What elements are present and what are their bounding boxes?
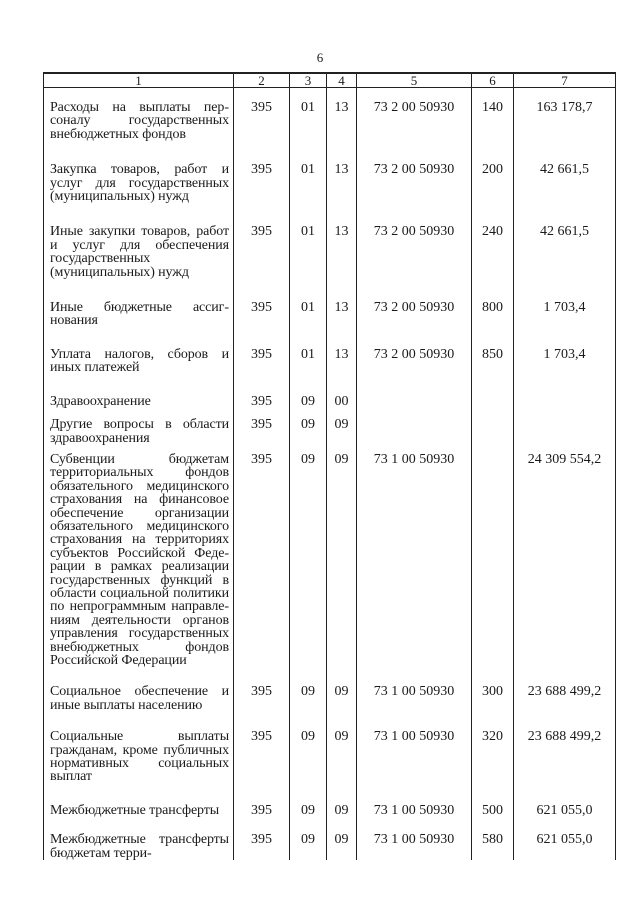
row-subsection: 13: [327, 279, 357, 328]
row-name: Субвенции бюджетам территориальных фондов обязательного медицинского страхования на финансовое обеспечение организации обязательного медицинского страхования на территориях субъектов Российской Федерации в рамках реализации государственных функций в области социальной политики по непрограммным направлениям деятельности органов управления государственных внебюджетных фондов Российской Федерации: [44, 445, 234, 668]
table-body: [44, 88, 616, 861]
row-expense-type: 580: [472, 817, 514, 860]
row-amount: 23 688 499,2: [514, 712, 616, 784]
row-name: Социальное обеспечение и иные выплаты населению: [44, 667, 234, 712]
row-subsection: 00: [327, 375, 357, 408]
row-expense-type: 320: [472, 712, 514, 784]
row-code-admin: 395: [234, 279, 290, 328]
row-name: Закупка товаров, работ и услуг для государственных (муниципальных) нужд: [44, 141, 234, 203]
row-expense-type: [472, 408, 514, 445]
page-number: 6: [316, 50, 324, 65]
row-section: 09: [290, 712, 327, 784]
row-amount: 1 703,4: [514, 328, 616, 375]
row-code-admin: 395: [234, 88, 290, 142]
row-name: Социальные выплаты гражданам, кроме публичных нормативных социальных выплат: [44, 712, 234, 784]
row-code-admin: 395: [234, 375, 290, 408]
row-code-admin: 395: [234, 408, 290, 445]
row-expense-type: 240: [472, 203, 514, 279]
header-cell-3: 3: [290, 73, 327, 88]
row-amount: 621 055,0: [514, 784, 616, 817]
row-section: 09: [290, 375, 327, 408]
row-name: Межбюджетные трансферты бюджетам терри-: [44, 817, 234, 860]
row-name: Расходы на выплаты персоналу государственных внебюджетных фондов: [44, 88, 234, 142]
table-row: [44, 445, 616, 668]
row-name: Другие вопросы в области здравоохранения: [44, 408, 234, 445]
row-amount: 163 178,7: [514, 88, 616, 142]
row-subsection: 09: [327, 784, 357, 817]
row-subsection: 09: [327, 817, 357, 860]
table-header: [44, 73, 616, 88]
row-section: 09: [290, 408, 327, 445]
row-name: Здравоохранение: [44, 375, 234, 408]
row-target-article: 73 1 00 50930: [357, 712, 472, 784]
row-target-article: 73 2 00 50930: [357, 279, 472, 328]
row-amount: 24 309 554,2: [514, 445, 616, 668]
row-name: Межбюджетные трансферты: [44, 784, 234, 817]
header-cell-7: 7: [514, 73, 616, 88]
row-code-admin: 395: [234, 667, 290, 712]
row-name: Уплата налогов, сборов и иных платежей: [44, 328, 234, 375]
row-code-admin: 395: [234, 445, 290, 668]
table-row: [44, 141, 616, 203]
row-code-admin: 395: [234, 817, 290, 860]
table-row: [44, 375, 616, 408]
row-expense-type: [472, 445, 514, 668]
row-code-admin: 395: [234, 784, 290, 817]
row-target-article: 73 2 00 50930: [357, 328, 472, 375]
table-row: [44, 203, 616, 279]
row-target-article: [357, 375, 472, 408]
row-subsection: 13: [327, 88, 357, 142]
row-amount: 621 055,0: [514, 817, 616, 860]
header-cell-5: 5: [357, 73, 472, 88]
row-target-article: 73 1 00 50930: [357, 667, 472, 712]
row-expense-type: 800: [472, 279, 514, 328]
row-target-article: 73 1 00 50930: [357, 817, 472, 860]
row-subsection: 09: [327, 712, 357, 784]
table-row: [44, 817, 616, 860]
row-amount: 23 688 499,2: [514, 667, 616, 712]
row-section: 01: [290, 328, 327, 375]
table-row: [44, 88, 616, 142]
row-target-article: 73 1 00 50930: [357, 784, 472, 817]
row-subsection: 09: [327, 667, 357, 712]
row-section: 09: [290, 817, 327, 860]
row-target-article: 73 2 00 50930: [357, 88, 472, 142]
row-expense-type: 500: [472, 784, 514, 817]
budget-table: [43, 72, 616, 860]
row-expense-type: 300: [472, 667, 514, 712]
row-name: Иные закупки товаров, работ и услуг для обеспечения государственных (муниципальных) нужд: [44, 203, 234, 279]
row-code-admin: 395: [234, 141, 290, 203]
row-subsection: 09: [327, 408, 357, 445]
row-target-article: 73 1 00 50930: [357, 445, 472, 668]
row-expense-type: 140: [472, 88, 514, 142]
row-expense-type: 850: [472, 328, 514, 375]
table-row: [44, 667, 616, 712]
table-row: [44, 784, 616, 817]
row-section: 01: [290, 88, 327, 142]
row-expense-type: [472, 375, 514, 408]
row-expense-type: 200: [472, 141, 514, 203]
budget-table-container: [43, 72, 615, 860]
row-subsection: 09: [327, 445, 357, 668]
row-section: 09: [290, 667, 327, 712]
row-target-article: 73 2 00 50930: [357, 203, 472, 279]
header-cell-4: 4: [327, 73, 357, 88]
row-subsection: 13: [327, 141, 357, 203]
table-row: [44, 408, 616, 445]
row-section: 01: [290, 279, 327, 328]
header-cell-6: 6: [472, 73, 514, 88]
row-target-article: [357, 408, 472, 445]
row-subsection: 13: [327, 203, 357, 279]
row-section: 01: [290, 141, 327, 203]
row-section: 09: [290, 445, 327, 668]
row-code-admin: 395: [234, 203, 290, 279]
row-amount: 42 661,5: [514, 203, 616, 279]
row-amount: 42 661,5: [514, 141, 616, 203]
row-target-article: 73 2 00 50930: [357, 141, 472, 203]
row-code-admin: 395: [234, 712, 290, 784]
row-amount: [514, 375, 616, 408]
row-section: 09: [290, 784, 327, 817]
header-cell-1: 1: [44, 73, 234, 88]
row-section: 01: [290, 203, 327, 279]
row-code-admin: 395: [234, 328, 290, 375]
header-cell-2: 2: [234, 73, 290, 88]
row-amount: 1 703,4: [514, 279, 616, 328]
table-row: [44, 328, 616, 375]
table-row: [44, 712, 616, 784]
row-subsection: 13: [327, 328, 357, 375]
row-name: Иные бюджетные ассигнования: [44, 279, 234, 328]
table-row: [44, 279, 616, 328]
row-amount: [514, 408, 616, 445]
